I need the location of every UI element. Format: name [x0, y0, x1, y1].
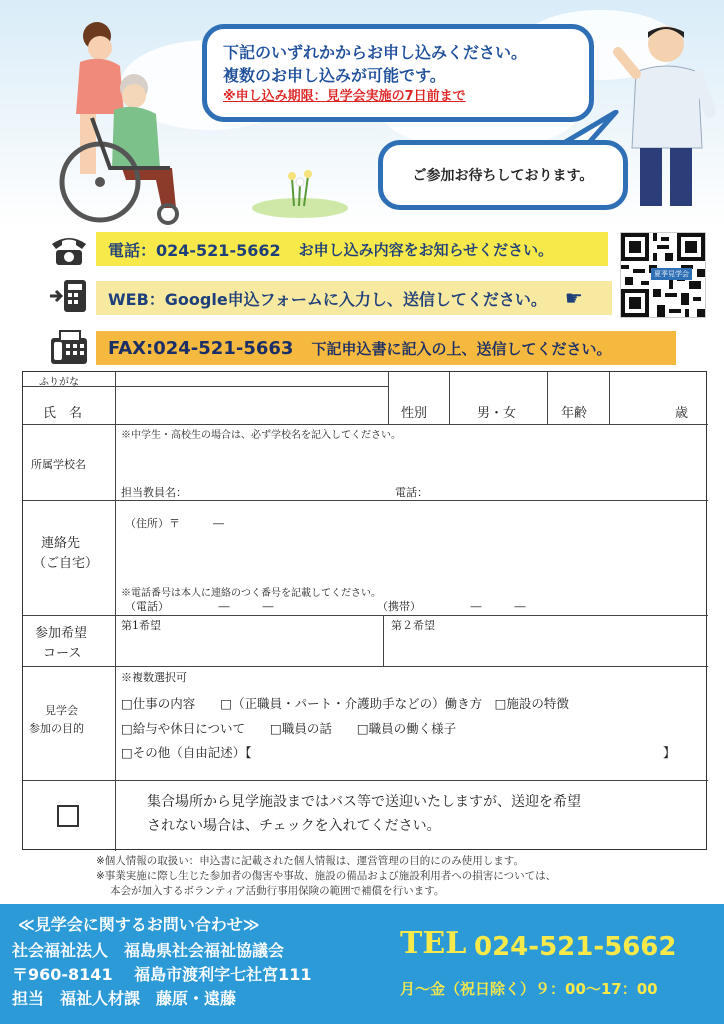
- contact-label-line2: （ご自宅）: [33, 556, 99, 571]
- contact-heading: ≪見学会に関するお問い合わせ≫: [18, 915, 260, 934]
- age-label: 年齢: [561, 406, 588, 421]
- privacy-note: ※個人情報の取扱い：申込書に記載された個人情報は、運営管理の目的にのみ使用します。: [96, 855, 524, 867]
- web-instruction[interactable]: WEB：Google申込フォームに入力し、送信してください。: [108, 289, 547, 309]
- address-field[interactable]: （住所）〒 ―: [125, 517, 224, 530]
- bubble-line-apply: 下記のいずれかからお申し込みください。: [223, 43, 528, 62]
- bus-notice-line2: されない場合は、チェックを入れてください。: [147, 818, 441, 834]
- staff-in-charge: 担当 福祉人材課 藤原・遠藤: [12, 989, 237, 1008]
- deadline-note: ※申し込み期限：見学会実施の7日前まで: [223, 89, 466, 104]
- instruction-bubble: [202, 24, 594, 122]
- age-unit: 歳: [675, 406, 689, 421]
- phone-method-band: [96, 232, 608, 266]
- gender-label: 性別: [401, 406, 428, 421]
- insurance-note: ※事業実施に際し生じた参加者の傷害や事故、施設の備品および施設利用者への損害については、: [96, 870, 557, 882]
- contact-footer: [0, 904, 724, 1024]
- footer-phone-number[interactable]: 024-521-5662: [474, 932, 677, 962]
- gender-options[interactable]: 男・女: [477, 406, 517, 421]
- phone-number-label[interactable]: 電話：024-521-5662: [108, 240, 281, 260]
- phone-icon: [48, 232, 90, 268]
- purpose-other-bracket-end: 】: [663, 745, 676, 760]
- course-label-line2: コース: [43, 646, 82, 661]
- contact-label-line1: 連絡先: [41, 536, 81, 551]
- insurance-note-cont: 本会が加入するボランティア活動行事用保険の範囲で補償を行います。: [110, 885, 445, 897]
- web-form-icon: [48, 278, 90, 314]
- first-choice-field[interactable]: 第1希望: [121, 619, 161, 632]
- second-choice-field[interactable]: 第２希望: [391, 619, 435, 632]
- tel-label: TEL: [400, 926, 467, 961]
- bus-notice-line1: 集合場所から見学施設まではバス等で送迎いたしますが、送迎を希望: [147, 794, 581, 810]
- welcome-bubble: [378, 140, 628, 210]
- fax-description: 下記申込書に記入の上、送信してください。: [311, 339, 612, 358]
- multi-select-note: ※複数選択可: [121, 671, 187, 684]
- bus-optout-checkbox[interactable]: [57, 805, 79, 827]
- name-label: 氏 名: [43, 406, 83, 421]
- school-label: 所属学校名: [31, 458, 86, 471]
- phone-note: ※電話番号は本人に連絡のつく番号を記載してください。: [121, 588, 381, 599]
- purpose-checkbox-row1[interactable]: □仕事の内容 □（正職員・パート・介護助手などの）働き方 □施設の特徴: [121, 696, 569, 711]
- teacher-label: 担当教員名：: [121, 486, 187, 499]
- bus-notice: [147, 790, 581, 838]
- course-label-line1: 参加希望: [35, 626, 88, 641]
- school-note: ※中学生・高校生の場合は、必ず学校名を記入してください。: [121, 430, 401, 441]
- purpose-label-line1: 見学会: [45, 704, 78, 717]
- name-field[interactable]: [116, 387, 388, 424]
- phone-description: お申し込み内容をお知らせください。: [298, 240, 554, 259]
- application-form: [22, 371, 707, 850]
- fax-number-label[interactable]: FAX:024-521-5663: [108, 337, 294, 359]
- wheelchair-caregiver-illustration: [52, 18, 212, 228]
- privacy-notes: [96, 854, 556, 899]
- bubble-line-multiple: 複数のお申し込みが可能です。: [223, 66, 446, 85]
- web-method-band: [96, 281, 612, 315]
- welcome-text: ご参加お待ちしております。: [412, 168, 594, 184]
- office-hours: 月～金（祝日除く）９：00～17：00: [400, 980, 658, 998]
- mobile-phone-field[interactable]: （携帯） ― ―: [377, 600, 526, 613]
- pointing-hand-icon: ☛: [564, 286, 583, 310]
- flower-illustration: [250, 160, 350, 220]
- purpose-label-line2: 参加の目的: [29, 722, 84, 735]
- fax-icon: [48, 330, 90, 366]
- purpose-checkbox-row2[interactable]: □給与や休日について □職員の話 □職員の働く様子: [121, 721, 457, 736]
- home-phone-field[interactable]: （電話） ― ―: [125, 600, 274, 613]
- teacher-phone-label: 電話：: [395, 486, 428, 499]
- organization-name: 社会福祉法人 福島県社会福祉協議会: [12, 941, 285, 960]
- organization-address: 〒960-8141 福島市渡利字七社宮111: [12, 965, 312, 984]
- qr-badge: 夏季見学会: [651, 268, 692, 280]
- purpose-other-field[interactable]: □その他（自由記述）【: [121, 745, 252, 760]
- furigana-label: ふりがな: [39, 377, 79, 388]
- fax-method-band: [96, 331, 676, 365]
